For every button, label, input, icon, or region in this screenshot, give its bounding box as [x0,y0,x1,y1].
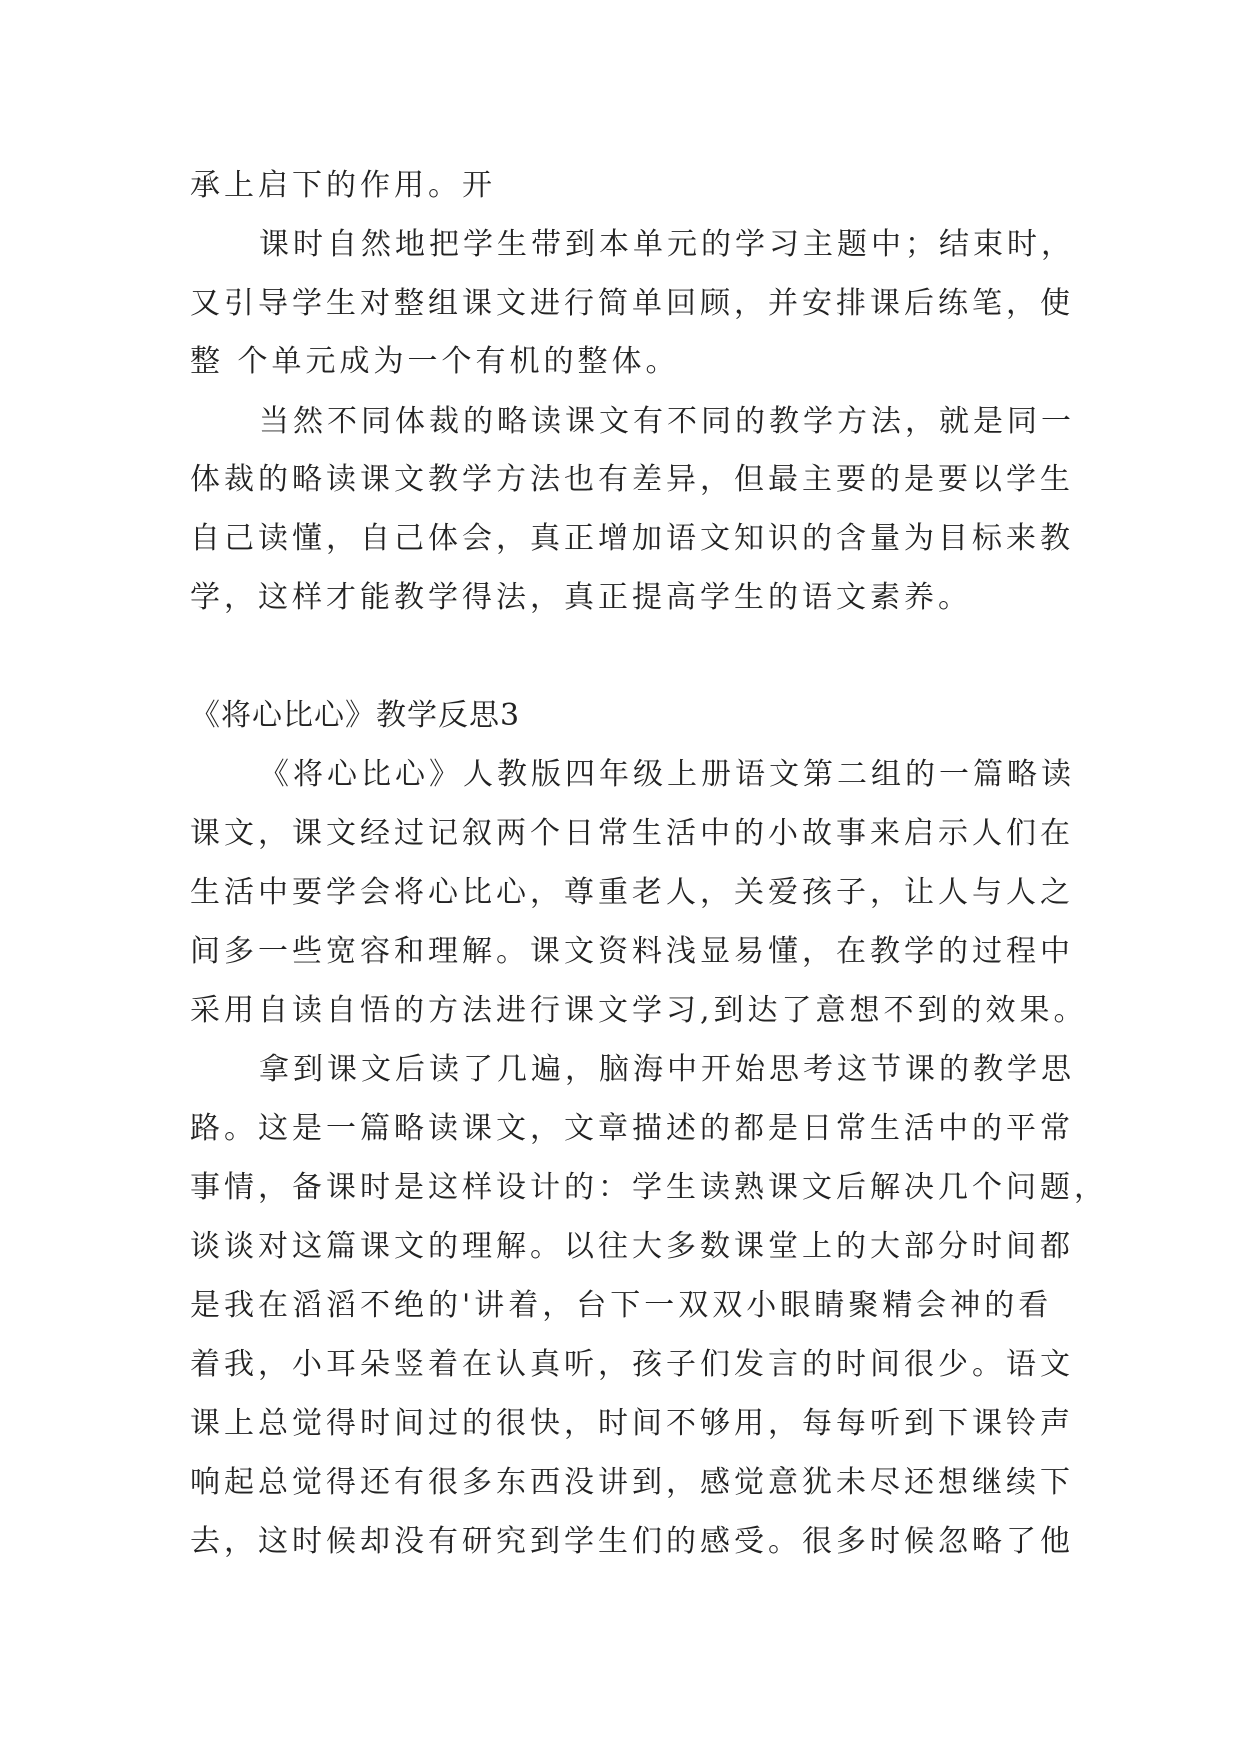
text-line: 间多一些宽容和理解。课文资料浅显易懂，在教学的过程中 [190,934,1074,969]
text-line: 生活中要学会将心比心，尊重老人，关爱孩子，让人与人之 [190,875,1074,910]
text-line: 体裁的略读课文教学方法也有差异，但最主要的是要以学生 [190,462,1074,497]
text-line: 整 个单元成为一个有机的整体。 [190,344,680,379]
text-line: 响起总觉得还有很多东西没讲到，感觉意犹未尽还想继续下 [190,1465,1074,1500]
text-line: 谈谈对这篇课文的理解。以往大多数课堂上的大部分时间都 [190,1229,1074,1264]
text-line: 承上启下的作用。开 [190,168,496,203]
text-line: 路。这是一篇略读课文，文章描述的都是日常生活中的平常 [190,1111,1074,1146]
text-line: 事情，备课时是这样设计的：学生读熟课文后解决几个问题， [190,1170,1108,1205]
text-line: 拿到课文后读了几遍，脑海中开始思考这节课的教学思 [259,1052,1075,1087]
text-line: 自己读懂，自己体会，真正增加语文知识的含量为目标来教 [190,521,1074,556]
text-line: 课时自然地把学生带到本单元的学习主题中；结束时， [259,227,1075,262]
text-line: 又引导学生对整组课文进行简单回顾，并安排课后练笔，使 [190,286,1074,321]
text-line: 《将心比心》人教版四年级上册语文第二组的一篇略读 [259,757,1075,792]
text-line: 是我在滔滔不绝的'讲着，台下一双双小眼睛聚精会神的看 [190,1288,1053,1323]
text-line: 采用自读自悟的方法进行课文学习,到达了意想不到的效果。 [190,993,1088,1028]
section-heading: 《将心比心》教学反思3 [190,698,521,733]
text-line: 课上总觉得时间过的很快，时间不够用，每每听到下课铃声 [190,1406,1074,1441]
text-line: 去，这时候却没有研究到学生们的感受。很多时候忽略了他 [190,1524,1074,1559]
text-line: 当然不同体裁的略读课文有不同的教学方法，就是同一 [259,404,1075,439]
text-line: 课文，课文经过记叙两个日常生活中的小故事来启示人们在 [190,816,1074,851]
text-line: 学，这样才能教学得法，真正提高学生的语文素养。 [190,580,972,615]
text-line: 着我，小耳朵竖着在认真听，孩子们发言的时间很少。语文 [190,1347,1074,1382]
